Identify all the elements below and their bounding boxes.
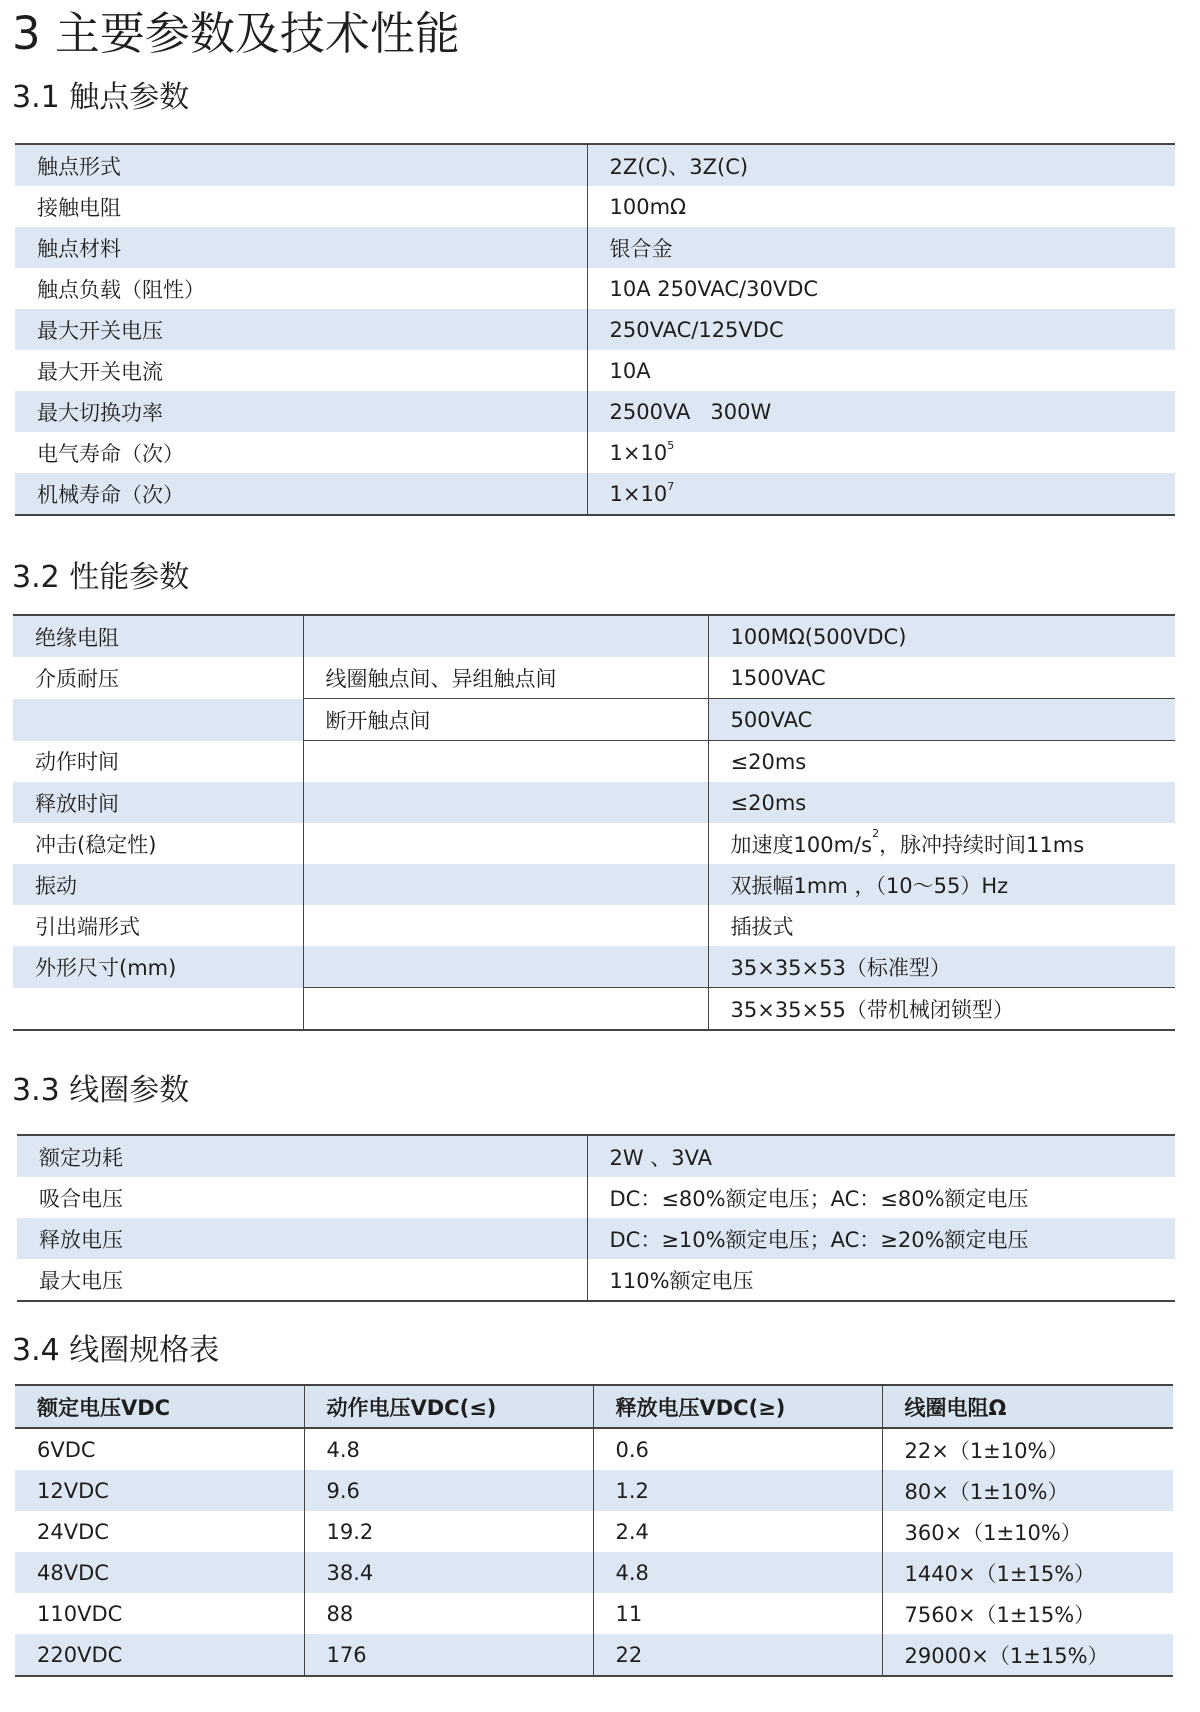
param-label: 触点形式	[15, 144, 587, 186]
table-row	[13, 741, 1175, 783]
table-cell: 6VDC	[37, 1437, 96, 1462]
param-value: 500VAC	[708, 699, 1175, 741]
param-value: ≤20ms	[708, 782, 1175, 823]
param-value	[587, 432, 1175, 473]
param-value: 100MΩ(500VDC)	[708, 615, 1175, 657]
param-value: 2500VA 300W	[587, 391, 1175, 432]
param-label: 振动	[13, 864, 303, 905]
param-value: ≤20ms	[708, 741, 1175, 783]
param-label: 介质耐压	[35, 666, 119, 691]
param-label: 外形尺寸(mm)	[13, 946, 303, 988]
table-cell: 176	[304, 1634, 593, 1676]
param-label: 动作时间	[35, 750, 119, 775]
table-row	[13, 782, 1175, 823]
param-value: 2W 、3VA	[587, 1135, 1175, 1177]
table-row	[15, 1470, 1173, 1511]
coil-params-table	[17, 1134, 1175, 1302]
table-row	[15, 1593, 1173, 1634]
table-row	[15, 1511, 1173, 1552]
table-row	[15, 227, 1175, 268]
table-cell: 22	[593, 1634, 882, 1676]
value-exponent: 2	[872, 826, 880, 840]
table-header-row	[15, 1385, 1173, 1428]
page-title: 3 主要参数及技术性能	[12, 7, 460, 60]
table-row	[15, 1552, 1173, 1593]
param-condition	[303, 615, 708, 657]
table-cell: 220VDC	[15, 1634, 304, 1676]
table-row	[13, 823, 1175, 864]
param-label: 最大开关电压	[15, 309, 587, 350]
param-value: DC：≥10%额定电压；AC：≥20%额定电压	[587, 1218, 1175, 1259]
table-cell: 22×（1±10%）	[882, 1428, 1173, 1470]
param-value: 10A	[587, 350, 1175, 391]
section-heading-coil: 3.3 线圈参数	[12, 1073, 190, 1108]
table-row	[15, 432, 1175, 473]
table-cell: 29000×（1±15%）	[882, 1634, 1173, 1676]
table-cell: 360×（1±10%）	[882, 1511, 1173, 1552]
table-row	[13, 699, 1175, 741]
param-value: 35×35×53（标准型）	[708, 946, 1175, 988]
contact-params-table	[15, 143, 1175, 516]
param-condition	[303, 905, 708, 946]
performance-params-table	[13, 614, 1175, 1031]
param-value: DC：≤80%额定电压；AC：≤80%额定电压	[587, 1177, 1175, 1218]
param-label: 电气寿命（次）	[37, 441, 184, 466]
table-row	[15, 473, 1175, 515]
param-condition	[303, 946, 708, 988]
param-label: 最大切换功率	[15, 391, 587, 432]
param-value: 250VAC/125VDC	[587, 309, 1175, 350]
section-heading-contact: 3.1 触点参数	[12, 80, 190, 115]
table-row	[13, 988, 1175, 1031]
param-label: 释放时间	[13, 782, 303, 823]
table-row	[15, 268, 1175, 309]
table-cell: 88	[304, 1593, 593, 1634]
param-condition: 线圈触点间、异组触点间	[303, 657, 708, 699]
param-label: 触点负载（阻性）	[37, 277, 205, 302]
table-row	[15, 144, 1175, 186]
param-value	[708, 823, 1175, 864]
param-value	[587, 473, 1175, 515]
param-value: 110%额定电压	[587, 1259, 1175, 1301]
table-cell: 24VDC	[37, 1519, 109, 1544]
table-row	[13, 864, 1175, 905]
column-header: 额定电压VDC	[15, 1385, 304, 1428]
table-cell: 9.6	[304, 1470, 593, 1511]
param-label: 引出端形式	[35, 914, 140, 939]
param-label: 最大开关电流	[37, 359, 163, 384]
param-label	[13, 699, 303, 741]
table-cell: 4.8	[593, 1552, 882, 1593]
param-label: 接触电阻	[37, 195, 121, 220]
param-label: 触点材料	[15, 227, 587, 268]
table-cell: 0.6	[593, 1428, 882, 1470]
table-cell: 38.4	[304, 1552, 593, 1593]
value-exponent: 5	[667, 438, 675, 452]
table-cell: 1440×（1±15%）	[882, 1552, 1173, 1593]
table-row	[17, 1135, 1175, 1177]
coil-spec-table	[15, 1384, 1173, 1677]
param-condition	[303, 864, 708, 905]
value-suffix: ，脉冲持续时间11ms	[879, 832, 1085, 857]
table-row	[13, 657, 1175, 699]
param-label: 冲击(稳定性)	[35, 832, 157, 857]
param-value: 双振幅1mm ，（10～55）Hz	[708, 864, 1175, 905]
table-row	[15, 186, 1175, 227]
param-label: 释放电压	[17, 1218, 587, 1259]
table-cell: 19.2	[304, 1511, 593, 1552]
table-row	[13, 946, 1175, 988]
param-label: 额定功耗	[17, 1135, 587, 1177]
value-base: 加速度100m/s	[730, 832, 873, 857]
param-value: 10A 250VAC/30VDC	[587, 268, 1175, 309]
table-row	[17, 1259, 1175, 1301]
table-row	[15, 1428, 1173, 1470]
table-row	[15, 309, 1175, 350]
param-label: 机械寿命（次）	[15, 473, 587, 515]
param-value: 银合金	[587, 227, 1175, 268]
param-label: 吸合电压	[39, 1186, 123, 1211]
value-exponent: 7	[667, 479, 675, 493]
param-label: 最大电压	[17, 1259, 587, 1301]
table-cell: 80×（1±10%）	[882, 1470, 1173, 1511]
param-value: 100mΩ	[587, 186, 1175, 227]
table-cell: 4.8	[304, 1428, 593, 1470]
column-header: 动作电压VDC(≤)	[304, 1385, 593, 1428]
table-row	[13, 905, 1175, 946]
table-cell: 1.2	[593, 1470, 882, 1511]
table-row	[15, 391, 1175, 432]
table-row	[17, 1177, 1175, 1218]
table-row	[15, 350, 1175, 391]
param-label	[13, 988, 303, 1031]
section-heading-performance: 3.2 性能参数	[12, 560, 190, 595]
table-row	[15, 1634, 1173, 1676]
table-cell: 48VDC	[15, 1552, 304, 1593]
param-value: 插拔式	[708, 905, 1175, 946]
table-row	[17, 1218, 1175, 1259]
param-condition	[303, 741, 708, 783]
param-value: 2Z(C)、3Z(C)	[587, 144, 1175, 186]
column-header: 线圈电阻Ω	[882, 1385, 1173, 1428]
column-header: 释放电压VDC(≥)	[593, 1385, 882, 1428]
section-heading-coil-spec: 3.4 线圈规格表	[12, 1333, 220, 1368]
param-condition	[303, 782, 708, 823]
param-condition: 断开触点间	[303, 699, 708, 741]
value-base: 1×10	[609, 481, 668, 506]
param-condition	[303, 823, 708, 864]
table-cell: 11	[593, 1593, 882, 1634]
table-cell: 7560×（1±15%）	[882, 1593, 1173, 1634]
table-cell: 12VDC	[15, 1470, 304, 1511]
param-label: 绝缘电阻	[13, 615, 303, 657]
table-cell: 2.4	[593, 1511, 882, 1552]
param-value: 1500VAC	[708, 657, 1175, 699]
value-base: 1×10	[609, 440, 668, 465]
table-cell: 110VDC	[37, 1601, 123, 1626]
table-row	[13, 615, 1175, 657]
param-condition	[303, 988, 708, 1031]
param-value: 35×35×55（带机械闭锁型）	[708, 988, 1175, 1031]
